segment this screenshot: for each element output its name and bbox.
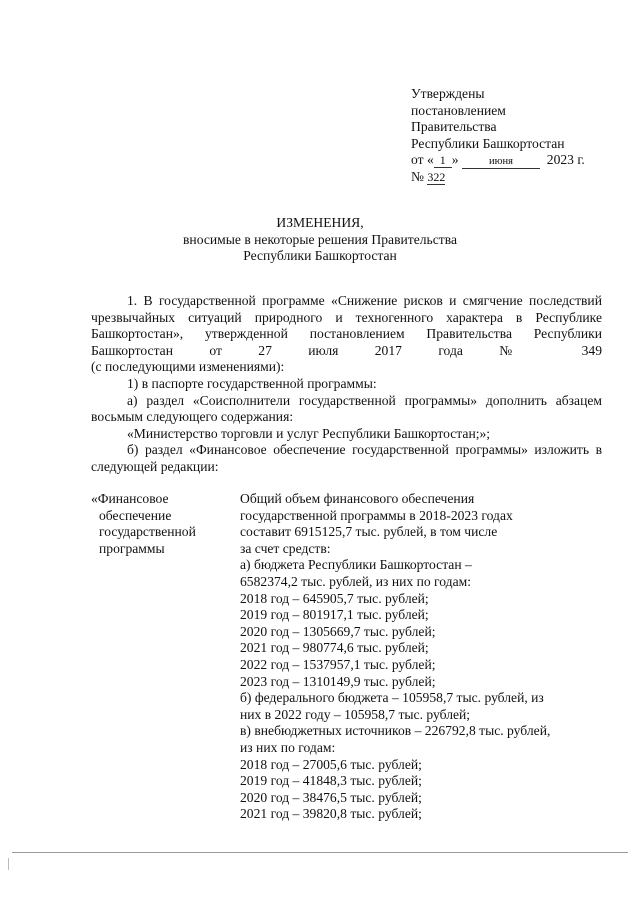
table-right-line: 2020 год – 1305669,7 тыс. рублей; <box>240 623 436 639</box>
paragraph-3: а) раздел «Соисполнители государственной программы» дополнить абзацем восьмым следующего содержания: <box>91 392 602 425</box>
paragraph-1-tail: (с последующими изменениями): <box>91 359 285 375</box>
approval-line: Утверждены <box>411 86 485 101</box>
table-right-line: в) внебюджетных источников – 226792,8 тыс. рублей, <box>240 723 551 739</box>
table-right-line: из них по годам: <box>240 739 336 755</box>
table-right-line: 6582374,2 тыс. рублей, из них по годам: <box>240 573 472 589</box>
date-mid: » <box>451 152 459 168</box>
table-right-line: 2021 год – 980774,6 тыс. рублей; <box>240 640 429 656</box>
document-title <box>0 215 640 265</box>
scan-margin-mark <box>8 858 9 870</box>
page-bottom-rule <box>12 852 628 853</box>
table-left-column <box>91 491 226 557</box>
table-right-line: них в 2022 году – 105958,7 тыс. рублей; <box>240 706 471 722</box>
approval-number <box>411 169 626 186</box>
table-right-line: Общий объем финансового обеспечения <box>240 491 475 506</box>
approval-stamp <box>411 86 626 186</box>
decree-number: 322 <box>427 170 446 185</box>
date-prefix: от « <box>411 152 434 168</box>
table-right-line: за счет средств: <box>240 540 331 556</box>
table-left-line: «Финансовое <box>91 491 169 506</box>
table-right-line: составит 6915125,7 тыс. рублей, в том числе <box>240 524 498 540</box>
table-right-line: 2018 год – 27005,6 тыс. рублей; <box>240 756 422 772</box>
table-right-column <box>240 491 606 823</box>
approval-line: Правительства <box>411 119 497 135</box>
approval-line: постановлением <box>411 102 506 118</box>
table-left-line: государственной <box>99 524 196 540</box>
table-right-line: а) бюджета Республики Башкортостан – <box>240 557 472 573</box>
approval-line: Республики Башкортостан <box>411 135 565 151</box>
table-right-line: 2021 год – 39820,8 тыс. рублей; <box>240 806 422 822</box>
paragraph-5: б) раздел «Финансовое обеспечение государственной программы» изложить в следующей редакции: <box>91 442 602 474</box>
number-prefix: № <box>411 169 424 185</box>
table-right-line: 2019 год – 801917,1 тыс. рублей; <box>240 607 429 623</box>
table-left-line: обеспечение <box>99 507 172 523</box>
table-right-line: 2019 год – 41848,3 тыс. рублей; <box>240 773 422 789</box>
table-right-line: 2022 год – 1537957,1 тыс. рублей; <box>240 656 436 672</box>
title-subline: вносимые в некоторые решения Правительства <box>183 231 457 247</box>
table-left-line: программы <box>99 540 165 556</box>
approval-date <box>411 152 626 169</box>
paragraph-4: «Министерство торговли и услуг Республики Башкортостан;»; <box>127 425 491 441</box>
title-heading: ИЗМЕНЕНИЯ, <box>276 215 364 230</box>
date-day: 1 <box>434 154 452 168</box>
date-year: 2023 г. <box>546 152 585 168</box>
table-right-line: 2020 год – 38476,5 тыс. рублей; <box>240 789 422 805</box>
table-right-line: 2018 год – 645905,7 тыс. рублей; <box>240 590 429 606</box>
title-subline: Республики Башкортостан <box>243 248 397 264</box>
document-body <box>91 293 602 476</box>
table-right-line: б) федерального бюджета – 105958,7 тыс. рублей, из <box>240 690 544 706</box>
paragraph-1: 1. В государственной программе «Снижение рисков и смягчение последствий чрезвычайных ситуаций природного и техногенного характера в Республике Башкортостан», утвержденной постановлением Правительства Республики Башкортостан от 27 июля 2017 года № 349 <box>91 293 602 358</box>
paragraph-2: 1) в паспорте государственной программы: <box>127 375 377 391</box>
date-month: июня <box>462 155 540 169</box>
table-right-line: 2023 год – 1310149,9 тыс. рублей; <box>240 673 436 689</box>
table-right-line: государственной программы в 2018-2023 годах <box>240 507 513 523</box>
